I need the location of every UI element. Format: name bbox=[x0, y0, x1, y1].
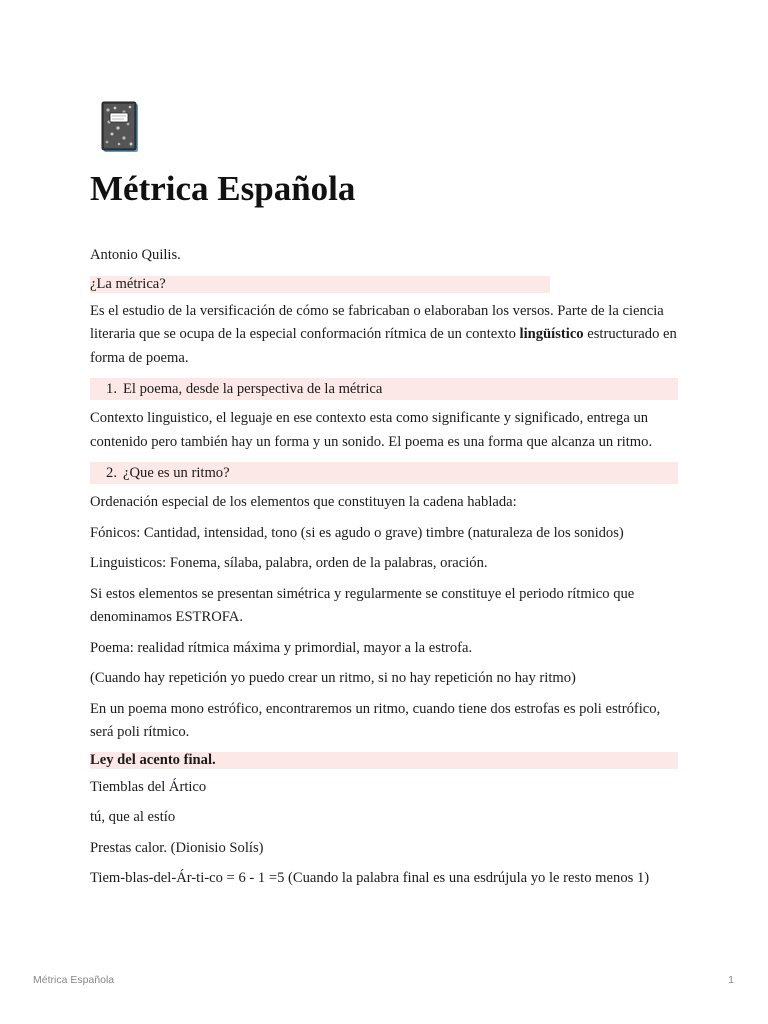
heading-el-poema bbox=[90, 378, 678, 400]
author-line: Antonio Quilis. bbox=[90, 247, 181, 263]
paragraph-linguisticos: Linguisticos: Fonema, sílaba, palabra, orden de la palabras, oración. bbox=[90, 555, 488, 571]
document-page bbox=[90, 100, 678, 891]
paragraph-estrofa: Si estos elementos se presentan simétrica y regularmente se constituye el periodo rítmico que denominamos ESTROFA. bbox=[90, 585, 635, 625]
heading-la-metrica: ¿La métrica? bbox=[90, 276, 550, 293]
heading-el-poema-label: El poema, desde la perspectiva de la métrica bbox=[123, 381, 383, 397]
paragraph-definicion bbox=[90, 300, 678, 371]
verse-line-1: Tiemblas del Ártico bbox=[90, 778, 207, 795]
paragraph-repeticion: (Cuando hay repetición yo puedo crear un ritmo, si no hay repetición no hay ritmo) bbox=[90, 670, 576, 686]
heading-ley-acento: Ley del acento final. bbox=[90, 752, 678, 769]
heading-ritmo-label: ¿Que es un ritmo? bbox=[123, 465, 230, 481]
footer-title: Métrica Española bbox=[33, 974, 115, 986]
heading-ritmo bbox=[90, 462, 678, 484]
heading-ritmo-number: 2. bbox=[106, 465, 117, 481]
verse-line-2: tú, que al estío bbox=[90, 809, 176, 825]
heading-el-poema-number: 1. bbox=[106, 381, 117, 397]
paragraph-definicion-end: estructurado en forma de poema. bbox=[90, 326, 677, 366]
bold-linguistico: lingüístico bbox=[519, 326, 584, 342]
paragraph-poema: Poema: realidad rítmica máxima y primordial, mayor a la estrofa. bbox=[90, 639, 473, 656]
paragraph-monoestrofico: En un poema mono estrófico, encontraremos un ritmo, cuando tiene dos estrofas es poli estrófico, será poli rítmico. bbox=[90, 700, 661, 740]
verse-line-3: Prestas calor. (Dionisio Solís) bbox=[90, 839, 264, 856]
paragraph-definicion-text: Es el estudio de la versificación de cómo se fabricaban o elaboraban los versos. Parte de la ciencia literaria que se ocupa de la especial conformación rítmica de un contexto bbox=[90, 302, 664, 342]
paragraph-ordenacion: Ordenación especial de los elementos que constituyen la cadena hablada: bbox=[90, 494, 517, 510]
paragraph-contexto: Contexto linguistico, el leguaje en ese contexto esta como significante y significado, entrega un contenido pero también hay un forma y un sonido. El poema es una forma que alcanza un ritmo. bbox=[90, 410, 653, 450]
paragraph-fonicos: Fónicos: Cantidad, intensidad, tono (si es agudo o grave) timbre (naturaleza de los sonidos) bbox=[90, 524, 624, 541]
page-title: Métrica Española bbox=[90, 169, 356, 208]
notebook-icon bbox=[94, 100, 144, 156]
syllable-count-line: Tiem-blas-del-Ár-ti-co = 6 - 1 =5 (Cuando la palabra final es una esdrújula yo le resto menos 1) bbox=[90, 870, 650, 886]
page-number: 1 bbox=[728, 974, 734, 986]
